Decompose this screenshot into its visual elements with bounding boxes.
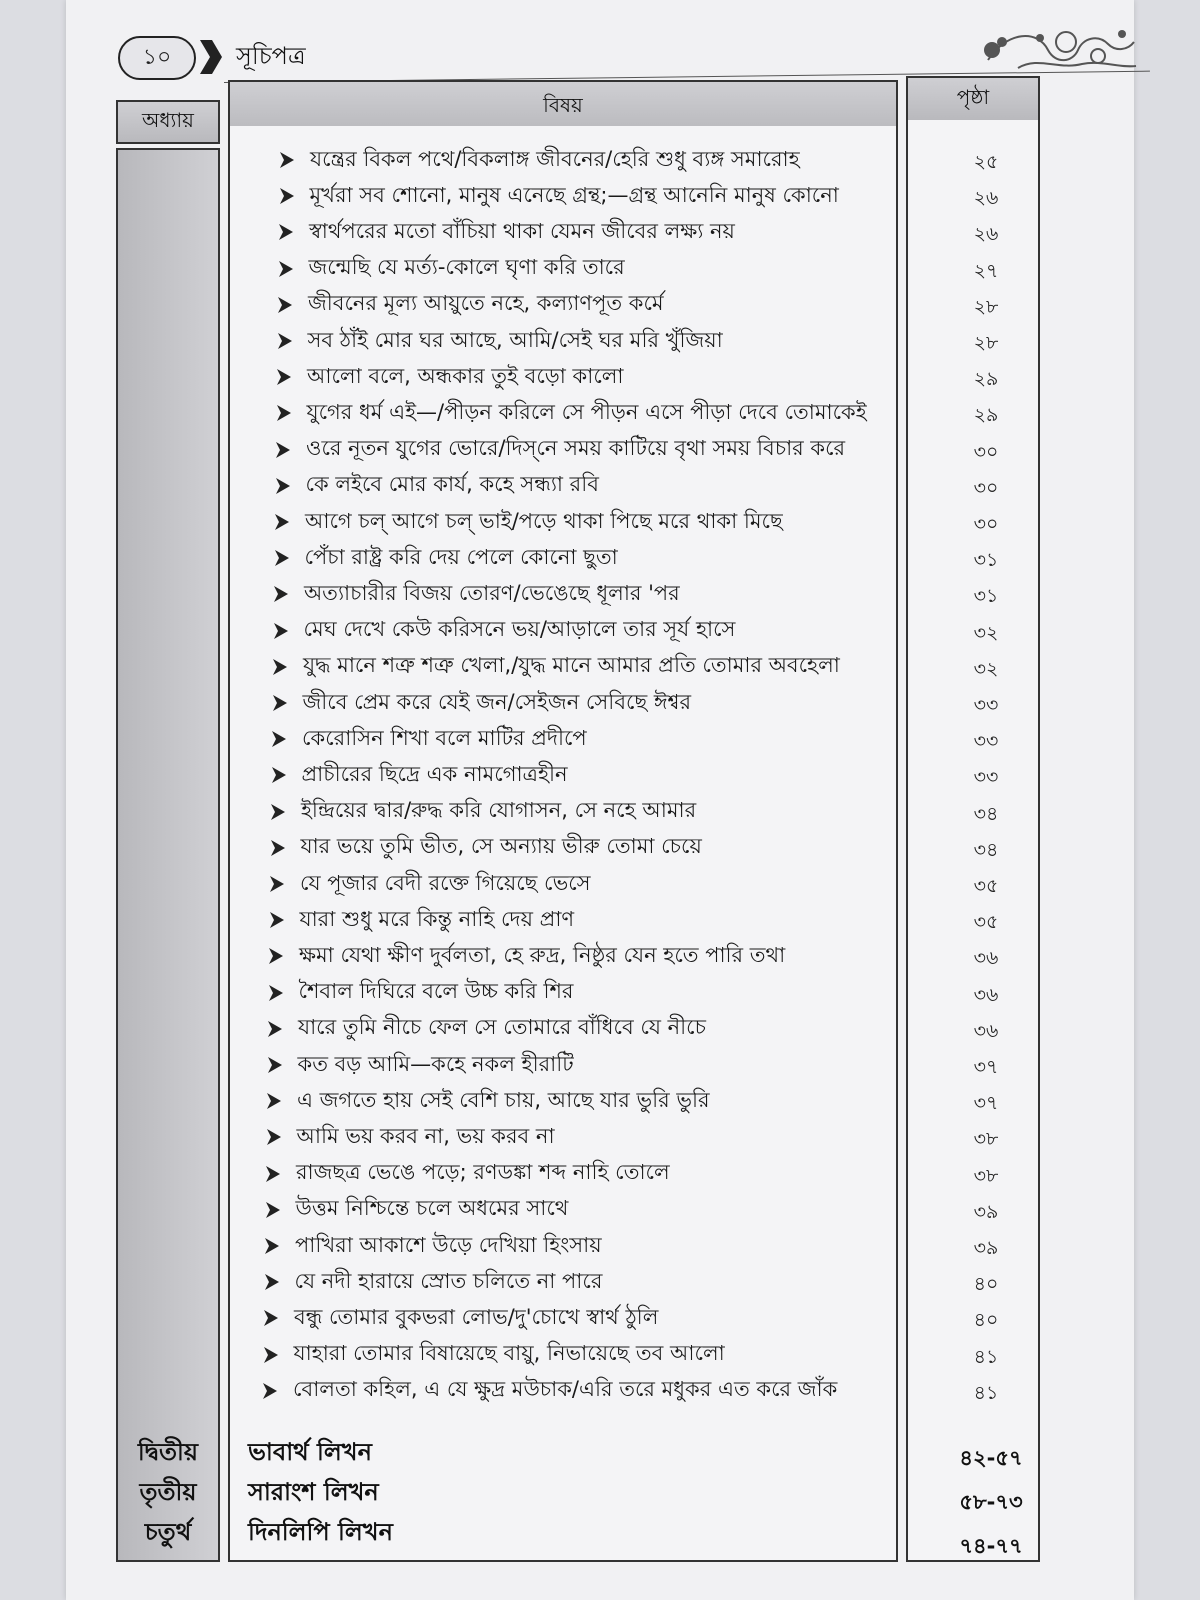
list-item (273, 359, 1043, 395)
book-page (66, 0, 1134, 1600)
item-text: কেরোসিন শিখা বলে মাটির প্রদীপে (302, 725, 587, 750)
item-text: বন্ধু তোমার বুকভরা লোভ/দু'চোখে স্বার্থ ঠুলি (294, 1304, 659, 1329)
arrow-bullet-icon (263, 1126, 285, 1148)
item-page-number: ৩৪ (973, 802, 999, 825)
list-item (268, 757, 1038, 793)
list-item (275, 251, 1045, 287)
chapter-label: তৃতীয় (139, 1478, 197, 1506)
item-text: ইন্দ্রিয়ের দ্বার/রুদ্ধ করি যোগাসন, সে নহে আমার (301, 798, 697, 823)
list-item (266, 866, 1036, 902)
item-page-number: ৩৮ (973, 1164, 999, 1187)
item-page-number: ৩৪ (973, 838, 999, 861)
arrow-bullet-icon (274, 294, 296, 316)
list-item (259, 1373, 1029, 1409)
list-item (262, 1156, 1032, 1192)
list-item (272, 468, 1042, 504)
item-page-number: ৩০ (973, 440, 999, 463)
item-text: জন্মেছি যে মর্ত্য-কোলে ঘৃণা করি তারে (308, 255, 625, 280)
item-text: পেঁচা রাষ্ট্র করি দেয় পেলে কোনো ছুতা (304, 544, 618, 569)
list-item (263, 1119, 1033, 1155)
item-page-number: ৩০ (973, 476, 999, 499)
item-page-number: ২৮ (973, 332, 999, 354)
list-item (274, 323, 1044, 359)
item-page-number: ৪১ (973, 1381, 999, 1404)
chapter-column (116, 148, 220, 1562)
item-page-number: ৩৩ (973, 766, 999, 789)
list-item (265, 975, 1035, 1011)
item-page-number: ৩৬ (973, 983, 999, 1006)
arrow-bullet-icon (276, 185, 298, 207)
item-text: রাজছত্র ভেঙে পড়ে; রণডঙ্কা শব্দ নাহি তোলে (296, 1160, 670, 1185)
arrow-bullet-icon (275, 258, 297, 280)
list-item (271, 540, 1041, 576)
arrow-bullet-icon (267, 801, 289, 823)
chapter-page-range: ৪২-৫৭ (959, 1446, 1023, 1470)
item-page-number: ২৯ (973, 368, 999, 391)
item-page-number: ৩৫ (973, 875, 999, 897)
list-item (267, 830, 1037, 866)
page-number: ১০ (118, 36, 196, 80)
list-item (273, 395, 1043, 431)
list-item (274, 287, 1044, 323)
item-page-number: ৩৯ (973, 1200, 999, 1223)
chapter-page-range: ৫৮-৭৩ (959, 1490, 1023, 1514)
arrow-bullet-icon (261, 1235, 283, 1257)
item-text: কে লইবে মোর কার্য, কহে সন্ধ্যা রবি (305, 472, 599, 497)
item-page-number: ৪১ (973, 1345, 999, 1368)
item-text: যুগের ধর্ম এই—/পীড়ন করিলে সে পীড়ন এসে পীড়া দেবে তোমাকেই (306, 399, 867, 424)
list-item (276, 178, 1046, 214)
list-item (275, 214, 1045, 250)
item-text: মেঘ দেখে কেউ করিসনে ভয়/আড়ালে তার সূর্য হাসে (303, 617, 736, 642)
item-text: ক্ষমা যেথা ক্ষীণ দুর্বলতা, হে রুদ্র, নিষ্ঠুর যেন হতে পারি তথা (299, 942, 786, 967)
arrow-bullet-icon (264, 1054, 286, 1076)
chapter-title: সারাংশ লিখন (248, 1478, 379, 1506)
item-page-number: ৩৬ (973, 1019, 999, 1042)
item-text: উত্তম নিশ্চিন্তে চলে অধমের সাথে (295, 1196, 569, 1221)
chapter-page-range: ৭৪-৭৭ (959, 1534, 1023, 1558)
item-page-number: ২৯ (973, 404, 999, 427)
item-text: যে নদী হারায়ে স্রোত চলিতে না পারে (294, 1268, 603, 1293)
chevron-right-icon (198, 38, 224, 76)
item-page-number: ৩৩ (973, 730, 999, 753)
list-item (270, 576, 1040, 612)
arrow-bullet-icon (274, 330, 296, 352)
list-item (260, 1337, 1030, 1373)
list-item (262, 1192, 1032, 1228)
list-item (269, 685, 1039, 721)
item-text: বোলতা কহিল, এ যে ক্ষুদ্র মউচাক/এরি তরে মধুকর এত করে জাঁক (293, 1377, 838, 1402)
item-text: আলো বলে, অন্ধকার তুই বড়ো কালো (307, 363, 624, 388)
item-text: আমি ভয় করব না, ভয় করব না (296, 1123, 555, 1148)
arrow-bullet-icon (273, 402, 295, 424)
item-text: স্বার্থপরের মতো বাঁচিয়া থাকা যেমন জীবের লক্ষ্য নয় (309, 218, 735, 243)
arrow-bullet-icon (264, 1018, 286, 1040)
arrow-bullet-icon (265, 982, 287, 1004)
arrow-bullet-icon (261, 1271, 283, 1293)
arrow-bullet-icon (271, 547, 293, 569)
arrow-bullet-icon (263, 1090, 285, 1112)
item-text: যারা শুধু মরে কিন্তু নাহি দেয় প্রাণ (299, 906, 575, 931)
list-item (276, 142, 1046, 178)
list-item (266, 902, 1036, 938)
list-item (263, 1083, 1033, 1119)
item-text: কত বড় আমি—কহে নকল হীরাটি (297, 1051, 574, 1076)
arrow-bullet-icon (276, 149, 298, 171)
item-text: যে পূজার বেদী রক্তে গিয়েছে ভেসে (300, 870, 591, 895)
list-item (270, 613, 1040, 649)
item-page-number: ৩৮ (973, 1128, 999, 1151)
item-text: আগে চল্‌ আগে চল্‌ ভাই/পড়ে থাকা পিছে মরে থাকা মিছে (305, 508, 783, 533)
arrow-bullet-icon (260, 1307, 282, 1329)
arrow-bullet-icon (265, 945, 287, 967)
item-text: যাহারা তোমার বিষায়েছে বায়ু, নিভায়েছে তব আলো (293, 1341, 725, 1366)
arrow-bullet-icon (271, 511, 293, 533)
item-page-number: ৩৭ (973, 1092, 999, 1115)
item-text: যুদ্ধ মানে শত্রু শত্রু খেলা,/যুদ্ধ মানে আমার প্রতি তোমার অবহেলা (303, 653, 840, 678)
item-page-number: ৩৬ (973, 947, 999, 970)
item-page-number: ৩১ (973, 549, 999, 572)
item-text: যন্ত্রের বিকল পথে/বিকলাঙ্গ জীবনের/হেরি শুধু ব্যঙ্গ সমারোহ (310, 146, 800, 171)
item-text: সব ঠাঁই মোর ঘর আছে, আমি/সেই ঘর মরি খুঁজিয়া (307, 327, 723, 352)
subject-column-header: বিষয় (228, 80, 898, 134)
item-page-number: ৩৫ (973, 911, 999, 934)
arrow-bullet-icon (262, 1199, 284, 1221)
arrow-bullet-icon (266, 909, 288, 931)
arrow-bullet-icon (270, 620, 292, 642)
item-page-number: ২৫ (973, 151, 999, 173)
item-text: শৈবাল দিঘিরে বলে উচ্চ করি শির (298, 979, 574, 1004)
item-page-number: ৩৯ (973, 1237, 999, 1259)
list-item (264, 1047, 1034, 1083)
arrow-bullet-icon (272, 439, 294, 461)
arrow-bullet-icon (273, 366, 295, 388)
chapter-title: দিনলিপি লিখন (248, 1518, 393, 1546)
arrow-bullet-icon (266, 873, 288, 895)
item-text: অত্যাচারীর বিজয় তোরণ/ভেঙেছে ধূলার 'পর (304, 580, 680, 605)
item-text: মূর্খরা সব শোনো, মানুষ এনেছে গ্রন্থ;—গ্রন্থ আনেনি মানুষ কোনো (309, 182, 839, 207)
list-item (271, 504, 1041, 540)
item-text: যার ভয়ে তুমি ভীত, সে অন্যায় ভীরু তোমা চেয়ে (300, 834, 702, 859)
arrow-bullet-icon (268, 764, 290, 786)
item-text: পাখিরা আকাশে উড়ে দেখিয়া হিংসায় (295, 1232, 602, 1257)
list-item (272, 432, 1042, 468)
item-page-number: ৪০ (973, 1273, 999, 1296)
chapter-column-header: অধ্যায় (116, 100, 220, 144)
list-item (268, 721, 1038, 757)
item-text: প্রাচীরের ছিদ্রে এক নামগোত্রহীন (301, 761, 568, 786)
chapter-title: ভাবার্থ লিখন (248, 1438, 372, 1466)
arrow-bullet-icon (270, 583, 292, 605)
list-item (269, 649, 1039, 685)
item-page-number: ৪০ (973, 1309, 999, 1332)
item-text: এ জগতে হায় সেই বেশি চায়, আছে যার ভুরি ভুরি (297, 1087, 710, 1112)
page-column-header: পৃষ্ঠা (906, 76, 1040, 122)
list-item (261, 1228, 1031, 1264)
arrow-bullet-icon (260, 1344, 282, 1366)
item-page-number: ২৭ (973, 259, 999, 282)
item-text: জীবে প্রেম করে যেই জন/সেইজন সেবিছে ঈশ্বর (302, 689, 692, 714)
item-page-number: ৩১ (973, 585, 999, 608)
item-text: জীবনের মূল্য আয়ুতে নহে, কল্যাণপূত কর্মে (308, 291, 664, 316)
list-item (265, 938, 1035, 974)
page-title: সূচিপত্র (236, 42, 306, 70)
arrow-bullet-icon (269, 656, 291, 678)
arrow-bullet-icon (275, 221, 297, 243)
floral-ornament-icon (978, 20, 1138, 74)
arrow-bullet-icon (268, 728, 290, 750)
item-page-number: ৩০ (973, 513, 999, 535)
list-item (260, 1300, 1030, 1336)
item-text: যারে তুমি নীচে ফেল সে তোমারে বাঁধিবে যে নীচে (298, 1015, 706, 1040)
item-page-number: ৩২ (973, 621, 999, 644)
arrow-bullet-icon (259, 1380, 281, 1402)
chapter-label: দ্বিতীয় (137, 1438, 199, 1466)
item-text: ওরে নূতন যুগের ভোরে/দিস্‌নে সময় কাটিয়ে বৃথা সময় বিচার করে (306, 436, 846, 461)
list-item (264, 1011, 1034, 1047)
list-item (267, 794, 1037, 830)
arrow-bullet-icon (269, 692, 291, 714)
arrow-bullet-icon (267, 837, 289, 859)
item-page-number: ৩৭ (973, 1056, 999, 1078)
item-page-number: ২৮ (973, 295, 999, 318)
arrow-bullet-icon (262, 1163, 284, 1185)
item-page-number: ২৬ (973, 187, 999, 210)
item-page-number: ২৬ (973, 223, 999, 246)
item-page-number: ৩২ (973, 657, 999, 680)
list-item (261, 1264, 1031, 1300)
chapter-label: চতুর্থ (144, 1518, 192, 1546)
arrow-bullet-icon (272, 475, 294, 497)
item-page-number: ৩৩ (973, 694, 999, 716)
